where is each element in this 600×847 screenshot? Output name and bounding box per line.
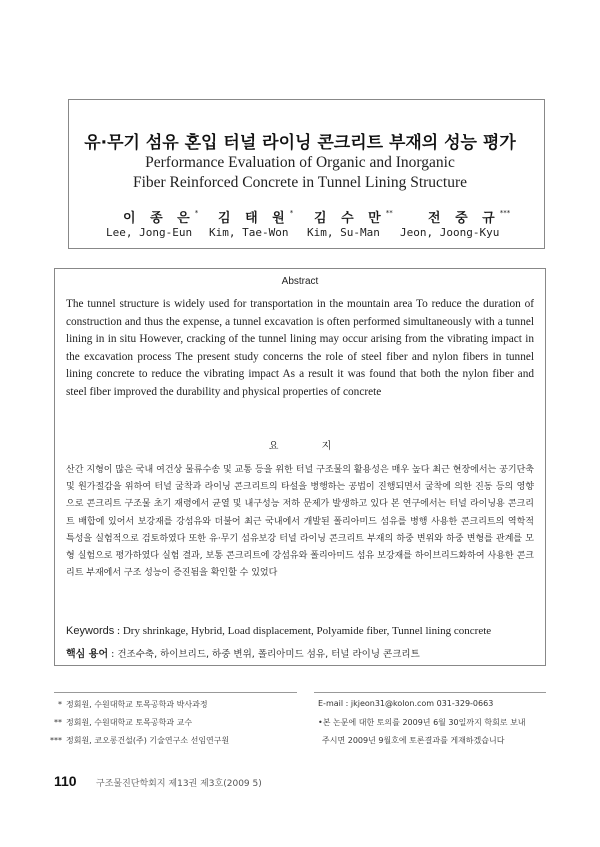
journal-citation: 구조물진단학회지 제13권 제3호(2009 5)	[96, 779, 262, 789]
page-number: 110	[54, 773, 77, 789]
footnote-author-1: * 정회원, 수원대학교 토목공학과 박사과정	[58, 700, 208, 709]
paper-title-english-line1: Performance Evaluation of Organic and Inorganic	[145, 154, 455, 171]
abstract-text: The tunnel structure is widely used for transportation in the mountain area To reduce the duration of construction and thus the expense, a tunnel excavation is often performed simultaneously with a tunnel lining in in situ However, cracking of the tunnel lining may occur arising from the vibrating impact in the excavation process The present study concerns the role of steel fiber and nylon fibers in tunnel lining concrete to reduce the vibrating impact As a result it was found that both the nylon fiber and steel fiber improved the durability and physical properties of concrete	[66, 298, 534, 398]
footnote-divider-left	[54, 692, 297, 693]
author-3-name-en: Kim, Su-Man	[307, 226, 380, 239]
korean-summary-text: 산간 지형이 많은 국내 여건상 물류수송 및 교통 등을 위한 터널 구조물의 활용성은 매우 높다 최근 현장에서는 공기단축 및 원가절감을 위하여 터널 굴착과 라이닝 콘크리트의 타설을 병행하는 공법이 진행되면서 굴착에 의한 진동 등의 영향으로 콘크리트 구조물 초기 재령에서 균열 및 내구성능 저하 문제가 발생하고 있다 본 연구에서는 터널 라이닝용 콘크리트 배합에 있어서 보강재를 강섬유와 더불어 최근 국내에서 개발된 폴리아미드 섬유를 병행 사용한 콘크리트의 역학적 특성을 실험적으로 검토하였다 또한 유·무기 섬유보강 터널 라이닝 콘크리트 부재의 하중 변위와 하중 변형를 관계를 모형 실험으로 평가하였다 실험 결과, 보통 콘크리트에 강섬유와 폴리아미드 섬유 보강재를 하이브리드화하여 사용한 콘크리트 부재에서 구조 성능이 증진됨을 확인할 수 있었다	[66, 465, 534, 579]
keywords-text: Dry shrinkage, Hybrid, Load displacement, Polyamide fiber, Tunnel lining concrete	[122, 625, 492, 637]
footnote-contact: E-mail : jkjeon31@kolon.com 031-329-0663	[318, 699, 494, 708]
author-2-name-en: Kim, Tae-Won	[209, 226, 289, 239]
keywords-ko-label: 핵심 용어	[66, 649, 109, 660]
footnote-discussion-line1: •본 논문에 대한 토의를 2009년 6월 30일까지 학회로 보내	[318, 718, 526, 727]
footnote-author-3: *** 정회원, 코오롱건설(주) 기술연구소 선임연구원	[50, 736, 230, 745]
keywords-ko-text: 건조수축, 하이브리드, 하중 변위, 폴리아미드 섬유, 터널 라이닝 콘크리트	[117, 649, 420, 660]
footnote-discussion-line2: 주시면 2009년 9월호에 토론결과를 게재하겠습니다	[322, 736, 505, 745]
korean-summary-heading: 요 지	[268, 441, 352, 452]
author-3-name-ko: 김 수 만**	[314, 208, 393, 226]
footnote-author-2: ** 정회원, 수원대학교 토목공학과 교수	[54, 718, 193, 727]
paper-title-english-line2: Fiber Reinforced Concrete in Tunnel Lining Structure	[132, 174, 468, 191]
author-4-name-en: Jeon, Joong-Kyu	[400, 226, 500, 239]
author-2-name-ko: 김 태 원*	[218, 208, 294, 226]
abstract-heading: Abstract	[281, 276, 319, 287]
author-1-name-ko: 이 종 은*	[123, 208, 199, 226]
author-1-name-en: Lee, Jong-Eun	[106, 226, 193, 239]
keywords-english: Keywords : Dry shrinkage, Hybrid, Load displacement, Polyamide fiber, Tunnel lining concrete	[66, 625, 492, 637]
footnote-divider-right	[314, 692, 546, 693]
keywords-label: Keywords	[66, 625, 115, 637]
author-4-name-ko: 전 중 규***	[428, 208, 511, 226]
keywords-korean: 핵심 용어 : 건조수축, 하이브리드, 하중 변위, 폴리아미드 섬유, 터널 라이닝 콘크리트	[66, 649, 420, 660]
paper-title-korean: 유·무기 섬유 혼입 터널 라이닝 콘크리트 부재의 성능 평가	[84, 133, 516, 153]
